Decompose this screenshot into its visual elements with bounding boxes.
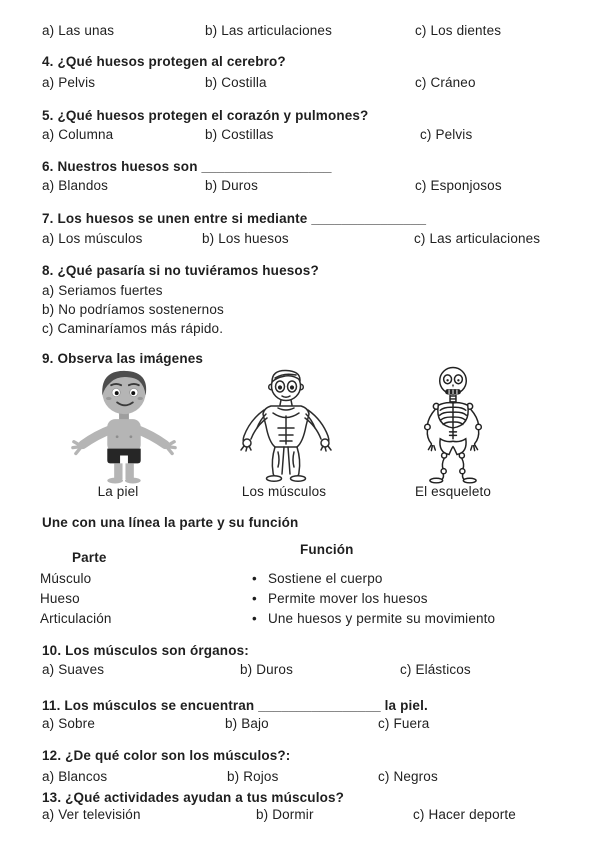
question-4-title: 4. ¿Qué huesos protegen al cerebro?: [42, 54, 286, 69]
option-b: b) Costillas: [205, 127, 274, 142]
question-4-options-row: [0, 74, 600, 92]
muscles-boy-illustration: [226, 366, 346, 484]
question-7-title: 7. Los huesos se unen entre si mediante _______________: [42, 211, 427, 226]
option-b: b) Las articulaciones: [205, 23, 332, 38]
option-b: b) Duros: [240, 662, 293, 677]
bullet-icon: •: [252, 611, 257, 626]
figure-label-skeleton: El esqueleto: [414, 484, 492, 499]
option-b: b) Dormir: [256, 807, 314, 822]
option-b: b) No podríamos sostenernos: [42, 302, 224, 317]
option-c: c) Esponjosos: [415, 178, 502, 193]
skeleton-illustration: [398, 366, 508, 484]
matching-funcion-item: [252, 590, 428, 607]
matching-funcion-header: Función: [300, 542, 354, 557]
question-6-title: 6. Nuestros huesos son _________________: [42, 159, 332, 174]
option-a: a) Las unas: [42, 23, 115, 38]
option-a: a) Los músculos: [42, 231, 143, 246]
option-a: a) Suaves: [42, 662, 105, 677]
option-c: c) Cráneo: [415, 75, 476, 90]
matching-funcion-text: Permite mover los huesos: [268, 591, 428, 606]
option-b: b) Bajo: [225, 716, 269, 731]
option-b: b) Duros: [205, 178, 258, 193]
question-10-title: 10. Los músculos son órganos:: [42, 643, 249, 658]
bullet-icon: •: [252, 571, 257, 586]
matching-parte-musculo: Músculo: [40, 571, 92, 586]
question-12-title: 12. ¿De qué color son los músculos?:: [42, 748, 291, 763]
option-a: a) Seriamos fuertes: [42, 283, 163, 298]
skin-boy-illustration: [62, 366, 186, 484]
option-c: c) Las articulaciones: [414, 231, 541, 246]
option-c: c) Pelvis: [420, 127, 473, 142]
matching-parte-articulacion: Articulación: [40, 611, 112, 626]
question-10-options-row: [0, 661, 600, 679]
question-6-options-row: [0, 177, 600, 195]
option-b: b) Rojos: [227, 769, 279, 784]
matching-funcion-item: [252, 570, 383, 587]
matching-heading: Une con una línea la parte y su función: [42, 515, 299, 530]
bullet-icon: •: [252, 591, 257, 606]
option-c: c) Elásticos: [400, 662, 471, 677]
question-3-options-row: [0, 22, 600, 40]
matching-parte-header: Parte: [72, 550, 107, 565]
question-12-options-row: [0, 768, 600, 786]
option-c: c) Hacer deporte: [413, 807, 516, 822]
option-a: a) Ver televisión: [42, 807, 141, 822]
option-c: c) Los dientes: [415, 23, 502, 38]
option-b: b) Los huesos: [202, 231, 289, 246]
question-7-options-row: [0, 230, 600, 248]
question-5-options-row: [0, 126, 600, 144]
question-11-title: 11. Los músculos se encuentran ________________ la piel.: [42, 698, 428, 713]
option-c: c) Negros: [378, 769, 438, 784]
option-c: c) Fuera: [378, 716, 430, 731]
option-a: a) Pelvis: [42, 75, 96, 90]
question-8-title: 8. ¿Qué pasaría si no tuviéramos huesos?: [42, 263, 319, 278]
option-a: a) Blandos: [42, 178, 109, 193]
question-5-title: 5. ¿Qué huesos protegen el corazón y pulmones?: [42, 108, 369, 123]
matching-funcion-text: Sostiene el cuerpo: [268, 571, 383, 586]
matching-funcion-text: Une huesos y permite su movimiento: [268, 611, 496, 626]
option-a: a) Columna: [42, 127, 114, 142]
option-a: a) Blancos: [42, 769, 108, 784]
question-13-title: 13. ¿Qué actividades ayudan a tus músculos?: [42, 790, 345, 805]
matching-funcion-item: [252, 610, 495, 627]
matching-parte-hueso: Hueso: [40, 591, 80, 606]
option-a: a) Sobre: [42, 716, 95, 731]
option-b: b) Costilla: [205, 75, 267, 90]
figure-label-skin: La piel: [97, 484, 139, 499]
figure-label-muscles: Los músculos: [241, 484, 327, 499]
question-13-options-row: [0, 806, 600, 824]
question-9-title: 9. Observa las imágenes: [42, 351, 204, 366]
option-c: c) Caminaríamos más rápido.: [42, 321, 224, 336]
question-11-options-row: [0, 715, 600, 733]
